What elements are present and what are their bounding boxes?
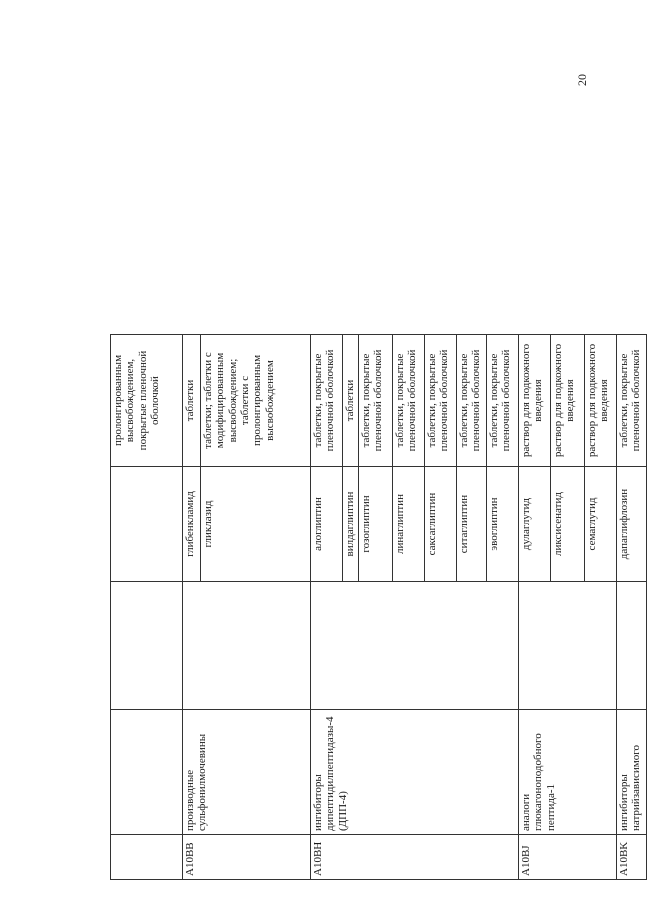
inn-cell [617,582,647,710]
form-cell: таблетки, покрытые пленочной оболочкой [359,335,393,467]
table-row [519,335,551,880]
table-row [617,335,647,880]
table-row [311,335,343,880]
inn-cell: гликлазид [201,467,311,582]
inn-cell [183,582,311,710]
group-cell: ингибиторы дипептидилпептидазы-4 (ДПП-4) [311,710,519,835]
rotated-table-container [110,335,643,880]
form-cell: таблетки, покрытые пленочной оболочкой [425,335,457,467]
form-cell: таблетки, покрытые пленочной оболочкой [311,335,343,467]
code-cell: A10BK [617,835,647,880]
inn-cell [519,582,617,710]
form-cell [111,467,183,582]
inn-cell: линаглиптин [393,467,425,582]
form-cell: таблетки [183,335,201,467]
form-cell: таблетки, покрытые пленочной оболочкой [457,335,487,467]
form-cell: таблетки [343,335,359,467]
inn-cell [311,582,519,710]
inn-cell: эвоглиптин [487,467,519,582]
form-cell: раствор для подкожного введения [585,335,617,467]
form-cell: раствор для подкожного введения [551,335,585,467]
inn-cell: алоглиптин [311,467,343,582]
form-cell: таблетки; таблетки с модифицированным высвобождением; таблетки с пролонгированным высвобождением [201,335,311,467]
code-cell: A10BJ [519,835,617,880]
inn-cell: гозоглиптин [359,467,393,582]
form-cell: таблетки, покрытые пленочной оболочкой [393,335,425,467]
page-number: 20 [575,74,589,86]
inn-cell: дулаглутид [519,467,551,582]
inn-cell: вилдаглиптин [343,467,359,582]
form-cell: таблетки, покрытые пленочной оболочкой [487,335,519,467]
table-row [183,335,201,880]
inn-cell: ситаглиптин [457,467,487,582]
form-cell: пролонгированным высвобождением, покрытые пленочной оболочкой [111,335,183,467]
inn-cell: ликсисенатид [551,467,585,582]
code-cell: A10BH [311,835,519,880]
inn-cell [111,582,183,710]
drug-table [110,334,647,880]
inn-cell: дапаглифлозин [617,467,647,582]
inn-cell: глибенкламид [183,467,201,582]
inn-cell: саксаглиптин [425,467,457,582]
table-row [111,335,183,880]
group-cell: производные сульфонилмочевины [183,710,311,835]
code-cell [111,835,183,880]
code-cell: A10BB [183,835,311,880]
group-cell [111,710,183,835]
form-cell: раствор для подкожного введения [519,335,551,467]
group-cell: аналоги глюкагоноподобного пептида-1 [519,710,617,835]
inn-cell: семаглутид [585,467,617,582]
group-cell: ингибиторы натрийзависимого [617,710,647,835]
form-cell: таблетки, покрытые пленочной оболочкой [617,335,647,467]
